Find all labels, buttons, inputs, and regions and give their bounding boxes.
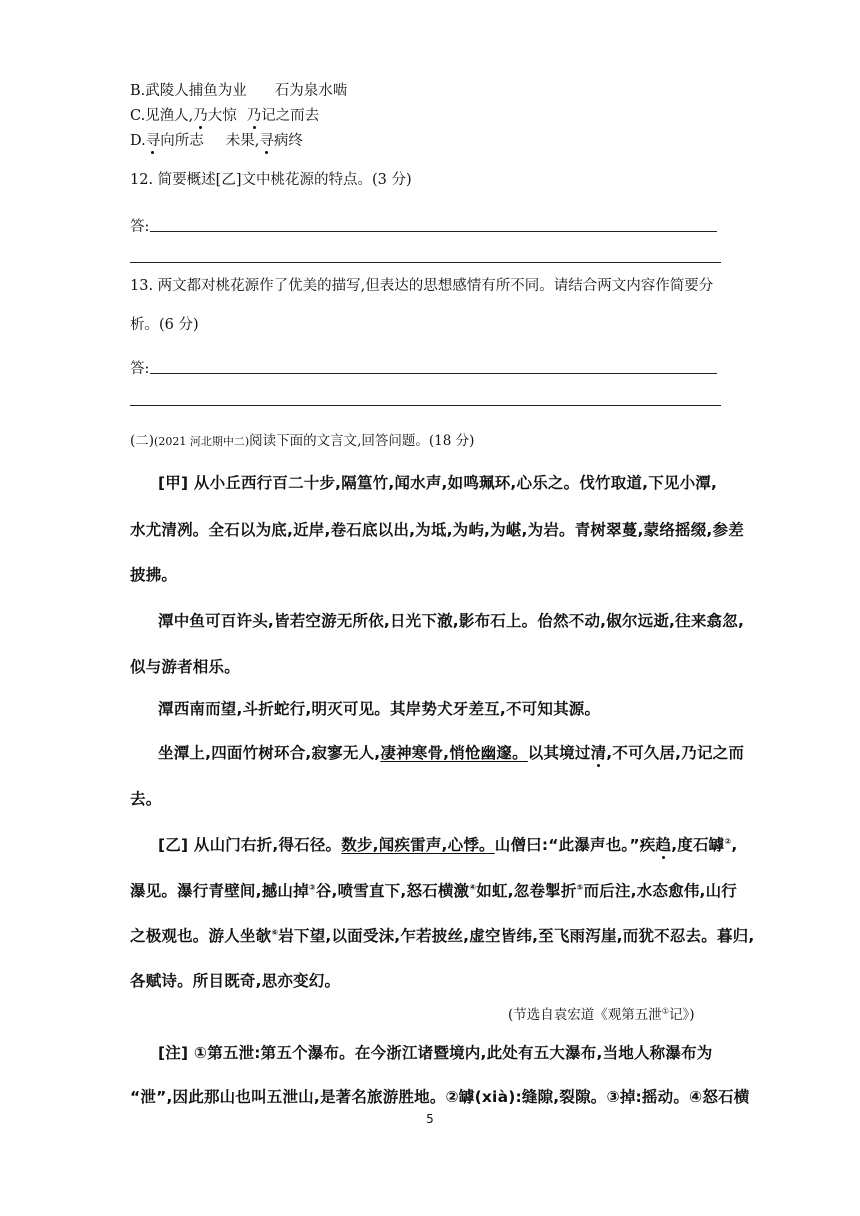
- section-heading: [130, 429, 474, 449]
- yi-text: 谷,喷雪直下,怒石横激: [315, 882, 470, 900]
- footnote-marker: ④: [469, 882, 477, 892]
- footnote-marker: ③: [308, 882, 316, 892]
- option-label: B.: [130, 83, 146, 99]
- footnote-marker: ②: [724, 836, 732, 846]
- underlined-sentence: 数步,闻疾雷声,心悸。: [341, 836, 495, 854]
- emphasis-char: 清: [590, 744, 607, 762]
- option-d-text1b: 向所志: [160, 133, 204, 149]
- yi-text: [乙] 从山门右折,得石径。: [158, 836, 342, 854]
- yi-text: 如虹,忽卷掣折: [476, 882, 577, 900]
- yi-text: 之极观也。游人坐欹: [130, 927, 272, 945]
- page-number: 5: [426, 1112, 434, 1126]
- emphasis-char: 乃: [246, 108, 262, 124]
- underlined-sentence: 凄神寒骨,悄怆幽邃。: [380, 744, 528, 762]
- footnote-marker: ⑤: [576, 882, 584, 892]
- yi-line3: [130, 924, 754, 946]
- jia-p2-line2: 似与游者相乐。: [130, 658, 240, 676]
- answer-line[interactable]: [130, 262, 721, 263]
- emphasis-char: 寻: [145, 133, 161, 149]
- option-b: [130, 79, 347, 100]
- jia-p4-text: 坐潭上,四面竹树环合,寂寥无人,: [158, 744, 381, 762]
- jia-p1-line3: 披拂。: [130, 566, 178, 584]
- option-d-text2b: 病终: [273, 133, 303, 149]
- note-line1: [注] ①第五泄:第五个瀑布。在今浙江诸暨境内,此处有五大瀑布,当地人称瀑布为: [158, 1044, 713, 1062]
- option-d: [130, 129, 303, 150]
- jia-p4-line2: 去。: [130, 790, 162, 808]
- note-line2: “泄”,因此那山也叫五泄山,是著名旅游胜地。②罅(xià):缝隙,裂隙。③掉:摇动。④怒石横: [130, 1088, 750, 1106]
- emphasis-char: 趋: [655, 836, 672, 854]
- footnote-marker: ①: [661, 1006, 669, 1016]
- yi-text: 瀑见。瀑行青壁间,撼山掉: [130, 882, 309, 900]
- emphasis-char: 乃: [193, 108, 208, 124]
- jia-p1-line2: 水尤清冽。全石以为底,近岸,卷石底以出,为坻,为屿,为嵁,为岩。青树翠蔓,蒙络摇缀,参差: [130, 521, 744, 539]
- yi-text: 山僧曰:“此瀑声也。”疾: [494, 836, 656, 854]
- yi-text: 岩下望,以面受沫,乍若披丝,虚空皆纬,至飞雨泻崖,而犹不忍去。暮归,: [278, 927, 755, 945]
- source-text: (节选自袁宏道《观第五泄: [508, 1007, 662, 1023]
- question-13-line2: 析。(6 分): [130, 317, 199, 333]
- option-c-text1b: 大惊: [207, 108, 237, 124]
- option-c: [130, 104, 319, 125]
- answer-label-13: 答:: [130, 361, 150, 377]
- footnote-marker: ⑥: [271, 927, 279, 937]
- question-12: 12. 简要概述[乙]文中桃花源的特点。(3 分): [130, 172, 412, 188]
- answer-line[interactable]: [150, 231, 717, 232]
- jia-p4-text: ,不可久居,乃记之而: [606, 744, 745, 762]
- yi-text: ,: [731, 836, 738, 854]
- section-number: (二): [130, 433, 155, 449]
- option-label: D.: [130, 133, 146, 149]
- jia-p1-line1: [甲] 从小丘西行百二十步,隔篁竹,闻水声,如鸣珮环,心乐之。伐竹取道,下见小潭,: [158, 474, 718, 492]
- jia-p4-line1: [158, 741, 744, 763]
- option-b-text1: 武陵人捕鱼为业: [145, 83, 247, 99]
- emphasis-char: 寻: [259, 133, 274, 149]
- yi-line4: 各赋诗。所目既奇,思亦变幻。: [130, 972, 341, 990]
- jia-p2-line1: 潭中鱼可百许头,皆若空游无所依,日光下澈,影布石上。佁然不动,俶尔远逝,往来翕忽,: [158, 612, 745, 630]
- yi-text: 而后注,水态愈伟,山行: [583, 882, 738, 900]
- answer-line[interactable]: [150, 373, 717, 374]
- yi-line2: [130, 879, 737, 901]
- source-citation: [508, 1003, 694, 1023]
- option-c-text1a: 见渔人,: [145, 108, 194, 124]
- source-text: 记》): [668, 1007, 695, 1023]
- jia-p4-text: 以其境过: [527, 744, 591, 762]
- option-c-text2b: 记之而去: [261, 108, 320, 124]
- section-source: (2021 河北期中二): [154, 435, 250, 448]
- option-label: C.: [130, 108, 146, 124]
- yi-text: ,度石罅: [671, 836, 725, 854]
- yi-line1: [158, 833, 737, 855]
- option-d-text2a: 未果,: [225, 133, 260, 149]
- option-b-text2: 石为泉水啮: [274, 83, 348, 99]
- section-instruction: 阅读下面的文言文,回答问题。(18 分): [249, 433, 475, 449]
- jia-p3: 潭西南而望,斗折蛇行,明灭可见。其岸势犬牙差互,不可知其源。: [158, 700, 601, 718]
- answer-line[interactable]: [130, 405, 721, 406]
- answer-label-12: 答:: [130, 219, 150, 235]
- question-13-line1: 13. 两文都对桃花源作了优美的描写,但表达的思想感情有所不同。请结合两文内容作简要分: [130, 278, 714, 294]
